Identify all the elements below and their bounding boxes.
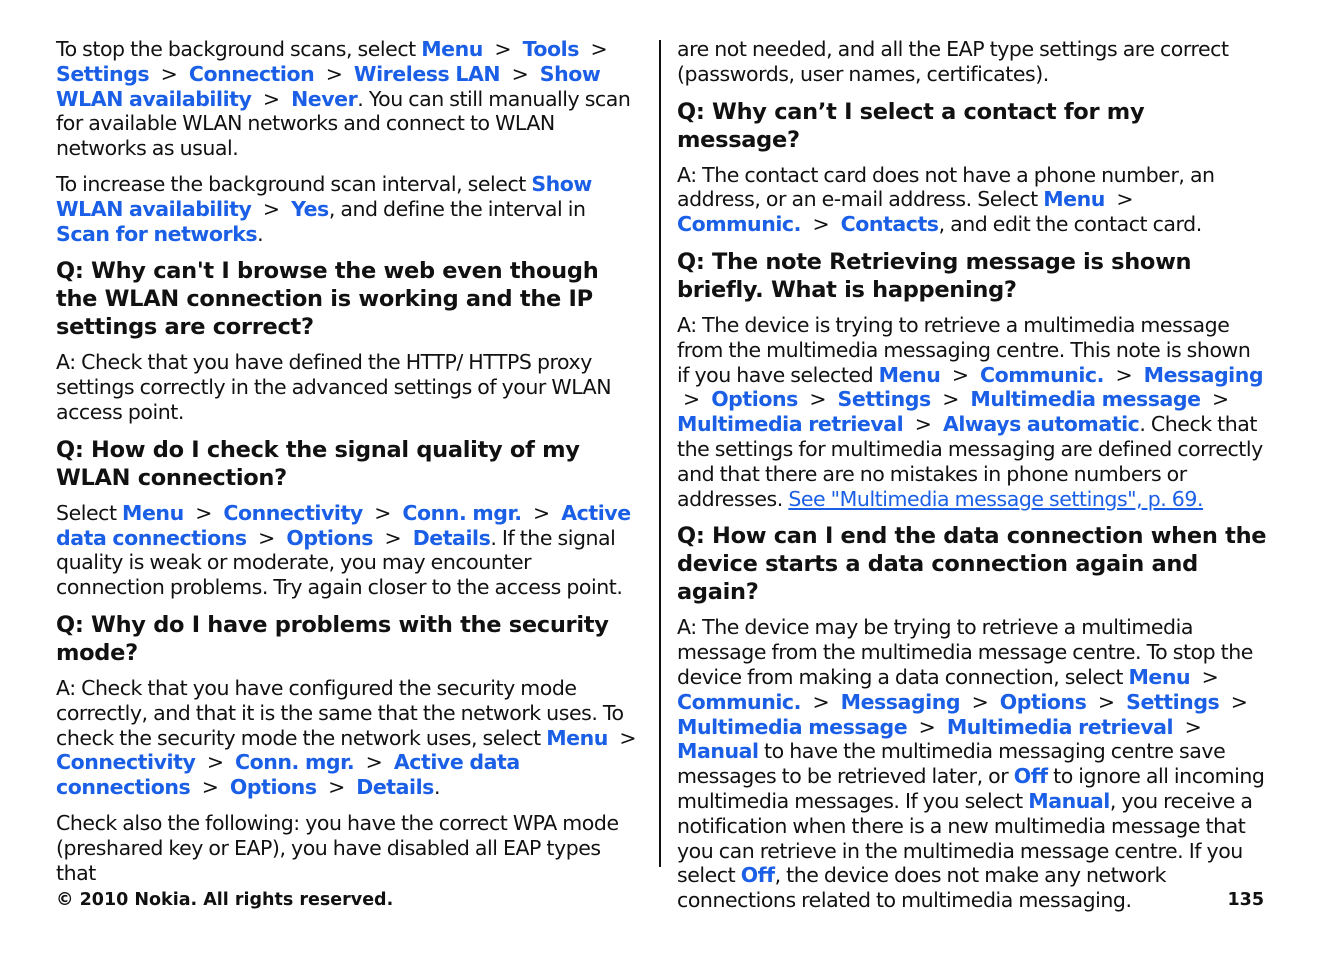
question-select-contact: Q: Why can’t I select a contact for my message? [677, 98, 1145, 153]
menu-link[interactable]: Never [291, 86, 358, 111]
menu-link[interactable]: Tools [522, 37, 580, 61]
menu-link[interactable]: Messaging [1143, 362, 1264, 387]
text-run: to ignore all incoming multimedia messages. If you select [677, 764, 1265, 813]
text-run: Select [56, 500, 123, 525]
path-separator: > [1097, 689, 1115, 714]
menu-link[interactable]: Communic. [677, 212, 801, 237]
path-separator: > [914, 412, 932, 437]
path-separator: > [195, 500, 212, 525]
menu-link[interactable]: Options [999, 689, 1087, 714]
path-separator: > [809, 387, 827, 412]
menu-link[interactable]: Menu [1043, 187, 1105, 212]
menu-link[interactable]: Connection [188, 61, 315, 86]
menu-link[interactable]: Settings [56, 61, 150, 86]
footer-copyright: © 2010 Nokia. All rights reserved. [56, 890, 394, 910]
question-retrieving-message: Q: The note Retrieving message is shown briefly. What is happening? [677, 248, 1192, 303]
path-separator: > [365, 750, 383, 775]
menu-link[interactable]: Show WLAN availability [56, 171, 592, 221]
text-run: . Check that the settings for multimedia messaging are defined correctly and that there are no mistakes in phone numbers or addresses. [677, 412, 1263, 511]
text-run: , and edit the contact card. [938, 212, 1202, 237]
paragraph-continued: are not needed, and all the EAP type settings are correct (passwords, user names, certificates). [677, 37, 1229, 86]
menu-link[interactable]: Connectivity [223, 500, 363, 525]
path-separator: > [374, 500, 391, 525]
text-run: , the device does not make any network connections related to multimedia messaging. [677, 863, 1167, 913]
menu-link[interactable]: Options [711, 387, 798, 412]
menu-link[interactable]: Active data connections [56, 750, 520, 800]
answer-browse-web: A: Check that you have defined the HTTP/ HTTPS proxy settings correctly in the advanced settings of your WLAN access point. [56, 350, 612, 424]
menu-link[interactable]: Multimedia retrieval [946, 714, 1174, 739]
menu-link-scan-for-networks[interactable]: Scan for networks [56, 221, 258, 246]
path-separator: > [1184, 714, 1202, 739]
text-run: to have the multimedia messaging centre save messages to be retrieved later, or [677, 739, 1226, 789]
text-run: . [433, 775, 441, 800]
text-run: . You can still manually scan for available WLAN networks and connect to WLAN networks as usual. [56, 86, 631, 161]
path-separator: > [590, 37, 608, 61]
menu-link[interactable]: Show WLAN availability [56, 61, 601, 111]
paragraph-stop-background-scans [56, 37, 644, 161]
menu-link-off[interactable]: Off [740, 863, 775, 888]
text-run: , and define the interval in [328, 196, 586, 221]
path-separator: > [384, 525, 402, 550]
menu-link[interactable]: Always automatic [942, 412, 1140, 437]
path-separator: > [328, 775, 345, 800]
paragraph-scan-interval [56, 172, 644, 246]
path-separator: > [201, 775, 219, 800]
menu-link[interactable]: Conn. mgr. [402, 500, 522, 525]
menu-link[interactable]: Manual [677, 739, 759, 764]
path-separator: > [262, 86, 280, 111]
text-run: A: The device is trying to retrieve a multimedia message from the multimedia messaging centre. This note is shown if you have selected [677, 312, 1251, 387]
path-separator: > [1116, 187, 1134, 212]
question-end-data-connection: Q: How can I end the data connection when the device starts a data connection again and again? [677, 523, 1267, 606]
path-separator: > [812, 212, 830, 237]
menu-link[interactable]: Settings [837, 387, 931, 412]
cross-reference-link[interactable]: See "Multimedia message settings", p. 69. [788, 486, 1204, 511]
text-run: To increase the background scan interval, select [56, 171, 532, 196]
question-security-mode: Q: Why do I have problems with the security mode? [56, 611, 609, 666]
column-divider [659, 40, 661, 867]
text-run: A: The device may be trying to retrieve a multimedia message from the multimedia message centre. To stop the device from making a data connection, select [677, 615, 1253, 689]
menu-link[interactable]: Options [286, 525, 374, 550]
path-separator: > [206, 750, 224, 775]
text-run: . [257, 221, 264, 246]
path-separator: > [683, 387, 700, 412]
menu-link[interactable]: Active data connections [56, 500, 631, 550]
answer-security-mode [56, 676, 644, 800]
path-separator: > [918, 714, 936, 739]
path-separator: > [1201, 664, 1219, 689]
footer-page-number: 135 [1227, 890, 1264, 910]
menu-link[interactable]: Communic. [677, 689, 801, 714]
left-column [56, 37, 644, 896]
menu-link[interactable]: Menu [1128, 664, 1191, 689]
paragraph-check-also: Check also the following: you have the correct WPA mode (preshared key or EAP), you have disabled all EAP types that [56, 810, 619, 885]
menu-link[interactable]: Messaging [840, 689, 961, 714]
right-column [677, 37, 1267, 924]
menu-link[interactable]: Multimedia message [970, 387, 1201, 412]
question-signal-quality: Q: How do I check the signal quality of my WLAN connection? [56, 436, 580, 491]
menu-link[interactable]: Menu [878, 362, 941, 387]
path-separator: > [812, 689, 830, 714]
menu-link[interactable]: Contacts [840, 212, 939, 237]
path-separator: > [160, 61, 178, 86]
path-separator: > [1212, 387, 1229, 412]
path-separator: > [262, 196, 280, 221]
path-separator: > [511, 61, 529, 86]
path-separator: > [1230, 689, 1248, 714]
menu-link[interactable]: Connectivity [56, 750, 196, 775]
menu-link[interactable]: Options [229, 775, 317, 800]
menu-link-off[interactable]: Off [1013, 764, 1048, 789]
path-separator: > [533, 500, 550, 525]
menu-link[interactable]: Details [356, 775, 434, 800]
menu-link[interactable]: Menu [122, 500, 184, 525]
text-run: A: Check that you have configured the security mode correctly, and that it is the same that the network uses. To check the security mode the network uses, select [56, 675, 624, 750]
text-run: A: The contact card does not have a phone number, an address, or an e-mail address. Select [677, 162, 1215, 212]
path-separator: > [258, 525, 275, 550]
text-run: , you receive a notification when there is a new multimedia message that you can retrieve in the multimedia message centre. If you select [677, 788, 1253, 888]
menu-link[interactable]: Menu [546, 725, 608, 750]
path-separator: > [951, 362, 969, 387]
menu-link[interactable]: Conn. mgr. [235, 750, 355, 775]
menu-link[interactable]: Wireless LAN [353, 61, 501, 86]
path-separator: > [971, 689, 989, 714]
answer-retrieving-message [677, 313, 1267, 511]
text-run: . If the signal quality is weak or moderate, you may encounter connection problems. Try again closer to the access point. [56, 525, 623, 600]
menu-link[interactable]: Menu [421, 37, 483, 61]
menu-link-manual[interactable]: Manual [1028, 788, 1110, 813]
menu-link[interactable]: Multimedia message [677, 714, 908, 739]
menu-link[interactable]: Yes [291, 196, 329, 221]
path-separator: > [942, 387, 959, 412]
answer-select-contact [677, 163, 1267, 237]
path-separator: > [1115, 362, 1133, 387]
question-browse-web: Q: Why can't I browse the web even though the WLAN connection is working and the IP settings are correct? [56, 258, 599, 341]
answer-signal-quality [56, 501, 644, 600]
menu-link[interactable]: Settings [1126, 689, 1220, 714]
menu-link[interactable]: Details [412, 525, 491, 550]
answer-end-data-connection [677, 615, 1267, 913]
text-run: To stop the background scans, select [56, 37, 422, 61]
path-separator: > [619, 725, 637, 750]
path-separator: > [325, 61, 343, 86]
path-separator: > [494, 37, 512, 61]
menu-link[interactable]: Communic. [980, 362, 1104, 387]
menu-link[interactable]: Multimedia retrieval [677, 412, 904, 437]
